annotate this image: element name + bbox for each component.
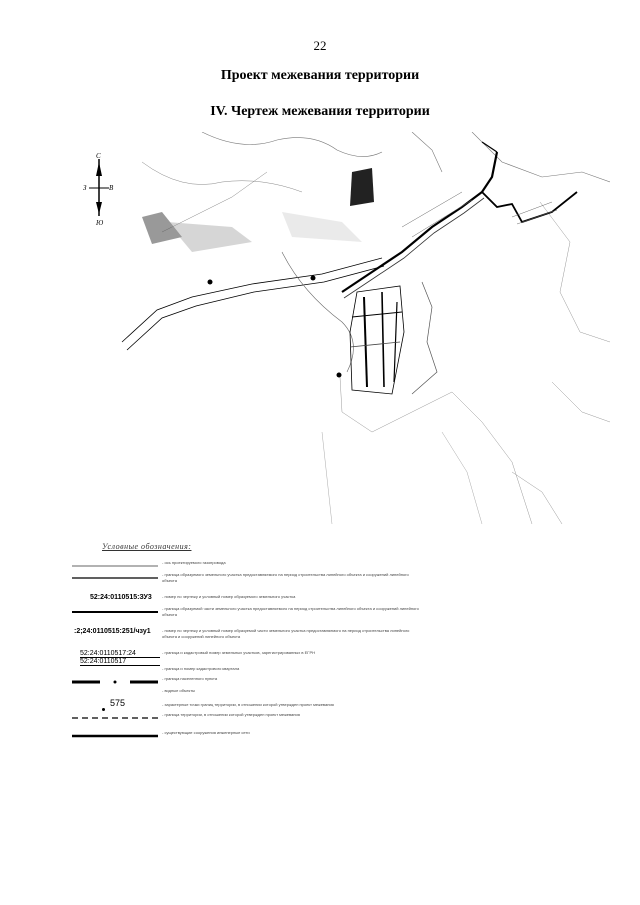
legend-item-text: - водные объекты [162, 688, 196, 693]
boundary-point-number: 575 [110, 698, 126, 708]
legend-item-parcel-boundary [70, 572, 570, 592]
part-number-code: :2;24:0110515:251/чзу1 [74, 628, 151, 635]
legend-item-part-boundary [70, 606, 570, 626]
legend-item-text: - граница территории, в отношении которой утвержден проект межевания [162, 712, 300, 717]
legend-item-text: - ось проектируемого газопровода [162, 560, 226, 565]
compass-east-label: В [109, 184, 114, 192]
existing-networks-symbol [70, 730, 160, 742]
part-boundary-symbol [70, 606, 160, 618]
section-title: IV. Чертеж межевания территории [210, 104, 430, 119]
legend-item-existing-networks [70, 730, 570, 742]
compass-north-label: С [96, 152, 101, 160]
cadastral-quarter-code: 52:24:0110517 [80, 657, 160, 666]
legend-item-text: - номер по чертежу и условный номер образуемой части земельного участка предоставляемого на период строительства линейного объекта и сооружений линейного объекта [162, 628, 410, 639]
settlement-boundary-symbol [70, 676, 160, 688]
legend-title: Условные обозначения: [102, 542, 192, 551]
legend-item-text: - граница населенного пункта [162, 676, 218, 681]
parcel-boundary-symbol [70, 572, 160, 584]
page-number: 22 [313, 38, 327, 53]
legend-item-text: - граница образуемой части земельного участка предоставляемого на период строительства линейного объекта и сооружений линейного объекта [162, 606, 419, 617]
legend-item-parcel-number [70, 594, 570, 606]
legend-item-text: - граница и номер кадастрового квартала [162, 666, 240, 671]
legend-item-part-number [70, 628, 570, 648]
page-title: Проект межевания территории [220, 68, 420, 83]
compass-rose-icon [83, 152, 114, 227]
legend-item-settlement-boundary [70, 676, 570, 688]
legend-item-text: - характерные точки границ территории, в отношении которой утвержден проект межевания [162, 702, 334, 707]
compass-south-label: Ю [96, 219, 104, 227]
pipeline-axis-symbol [70, 560, 160, 572]
point-dot-icon [102, 708, 105, 711]
legend-item-territory-boundary [70, 712, 570, 724]
cadastral-parcel-symbol [80, 650, 160, 665]
compass-west-label: З [83, 184, 87, 192]
legend-item-text: - номер по чертежу и условный номер образуемого земельного участка [162, 594, 296, 599]
territory-map [82, 132, 610, 524]
legend-item-pipeline-axis [70, 560, 570, 572]
territory-boundary-symbol [70, 712, 160, 724]
legend-item-text: - граница и кадастровый номер земельных участков, зарегистрированных в ЕГРН [162, 650, 316, 655]
boundary-point-symbol [70, 696, 160, 708]
legend-item-text: - существующие сооружения инженерные сети [162, 730, 250, 735]
parcel-number-code: 52:24:0110515:ЗУ3 [90, 594, 152, 601]
legend-item-text: - граница образуемого земельного участка предоставляемого на период строительства линейного объекта и сооружений линейного объекта [162, 572, 409, 583]
cadastral-parcel-code: 52:24:0110517:24 [80, 650, 136, 657]
